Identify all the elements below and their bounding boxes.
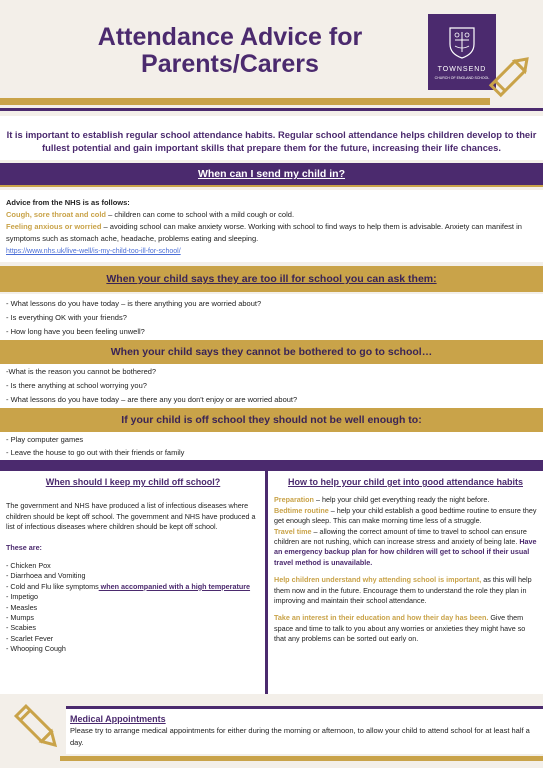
footer-gold-rule xyxy=(60,756,543,761)
logo-name: TOWNSEND xyxy=(437,66,487,73)
header-gold-rule xyxy=(0,98,490,105)
keep-off-school-column xyxy=(0,468,266,694)
list-item: -What is the reason you cannot be bothered? xyxy=(6,367,157,376)
understand-text: as this will help them now and in the future. Encourage them to understand the role they plan in improving and maintain their school attendance. xyxy=(274,575,532,606)
page-header xyxy=(0,0,543,112)
banner-send-child xyxy=(0,163,543,187)
banner-too-ill xyxy=(0,266,543,292)
keep-off-intro: The government and NHS have produced a list of infectious diseases where children should be kept off school. The government and NHS have produced a list of infectious diseases where children should be kept off school. xyxy=(6,501,256,532)
interest-tip xyxy=(274,613,537,644)
off-school-list xyxy=(0,432,543,460)
cough-text: – children can come to school with a mild cough or cold. xyxy=(106,210,295,219)
travel-tip xyxy=(274,527,537,569)
list-item: - Measles xyxy=(6,602,38,612)
list-item xyxy=(6,582,260,592)
travel-text: – allowing the correct amount of time to travel to school can ensure children are not rushing, which can increase stress and anxiety of being late. xyxy=(274,526,527,547)
interest-label: Take an interest in their education and how their day has been. xyxy=(274,613,489,623)
cold-prefix: - Cold and Flu like symptoms xyxy=(6,581,99,591)
list-item: - Scabies xyxy=(6,623,36,633)
title-line-2: Parents/Carers xyxy=(141,50,319,78)
prep-label: Preparation xyxy=(274,495,314,505)
habits-heading: How to help your child get into good attendance habits xyxy=(287,477,523,487)
list-item: - Is everything OK with your friends? xyxy=(6,313,127,322)
understand-tip xyxy=(274,575,537,606)
bothered-list xyxy=(0,364,543,408)
crest-icon xyxy=(448,24,476,60)
list-item: - Scarlet Fever xyxy=(6,633,54,643)
attendance-habits-column xyxy=(268,468,543,694)
too-ill-list xyxy=(0,294,543,340)
interest-text: Give them space and time to talk to you about any worries or anxieties they might have so that any problems can be sorted out early on. xyxy=(274,613,526,644)
banner-bothered-heading: When your child says they cannot be bothered to go to school… xyxy=(110,346,433,358)
list-item: - Leave the house to go out with their friends or family xyxy=(6,448,185,457)
these-are-label: These are: xyxy=(6,542,42,552)
banner-send-child-heading: When can I send my child in? xyxy=(197,168,346,180)
list-item: - Mumps xyxy=(6,613,34,623)
list-item: - Whooping Cough xyxy=(6,644,66,654)
prep-tip xyxy=(274,495,537,505)
nhs-advice xyxy=(0,190,543,262)
banner-off-school xyxy=(0,408,543,432)
travel-label: Travel time xyxy=(274,526,312,536)
title-line-1: Attendance Advice for xyxy=(97,23,363,51)
bedtime-label: Bedtime routine xyxy=(274,505,329,515)
bedtime-text: – help your child establish a good bedtime routine to ensure they get enough sleep. This can make morning time less of a struggle. xyxy=(274,505,537,526)
prep-text: – help your child get everything ready the night before. xyxy=(313,495,490,505)
intro-text: It is important to establish regular school attendance habits. Regular school attendance helps children develop to their fullest potential and gain important skills that prepare them for the future, increasing their life chances. xyxy=(0,116,543,160)
banner-bothered xyxy=(0,340,543,364)
nhs-advice-title: Advice from the NHS is as follows: xyxy=(6,198,130,207)
cough-label: Cough, sore throat and cold xyxy=(6,210,107,219)
list-item: - Play computer games xyxy=(6,435,84,444)
medical-text: Please try to arrange medical appointments for either during the morning or afternoon, to allow your child to attend school for at least half a day. xyxy=(70,726,530,747)
list-item: - What lessons do you have today – is there anything you are worried about? xyxy=(6,299,262,308)
understand-label: Help children understand why attending school is important, xyxy=(274,575,482,585)
list-item: - Impetigo xyxy=(6,592,38,602)
list-item: - Is there anything at school worrying you? xyxy=(6,381,147,390)
logo-subtitle: CHURCH OF ENGLAND SCHOOL xyxy=(434,76,490,80)
list-item: - What lessons do you have today – are there any you don't enjoy or are worried about? xyxy=(6,395,298,404)
cold-bold: when accompanied with a high temperature xyxy=(98,581,251,591)
cough-advice xyxy=(6,209,537,221)
list-item: - Diarrhoea and Vomiting xyxy=(6,571,86,581)
nhs-link[interactable]: https://www.nhs.uk/live-well/is-my-child-too-ill-for-school/ xyxy=(6,248,181,255)
medical-heading: Medical Appointments xyxy=(70,714,166,724)
list-item: - How long have you been feeling unwell? xyxy=(6,327,145,336)
section-divider xyxy=(0,460,543,468)
keep-off-heading: When should I keep my child off school? xyxy=(45,477,221,487)
medical-appointments xyxy=(66,706,543,754)
banner-too-ill-heading: When your child says they are too ill for school you can ask them: xyxy=(106,273,437,285)
anxious-text: – avoiding school can make anxiety worse. Working with school to find ways to help them is advisable. Anxiety can manifest in symptoms such as stomach ache, headache, problems eating and sleeping. xyxy=(6,222,522,243)
page-title xyxy=(60,24,400,78)
list-item: - Chicken Pox xyxy=(6,561,51,571)
bedtime-tip xyxy=(274,506,537,527)
anxious-advice xyxy=(6,221,537,245)
pencil-icon xyxy=(10,700,66,756)
travel-bold: Have an emergency backup plan for how children will get to school if their usual travel method is unavailable. xyxy=(274,537,537,567)
pencil-icon xyxy=(484,50,536,102)
banner-off-school-heading: If your child is off school they should not be well enough to: xyxy=(121,414,422,426)
header-purple-rule xyxy=(0,108,543,111)
anxious-label: Feeling anxious or worried xyxy=(6,222,102,231)
